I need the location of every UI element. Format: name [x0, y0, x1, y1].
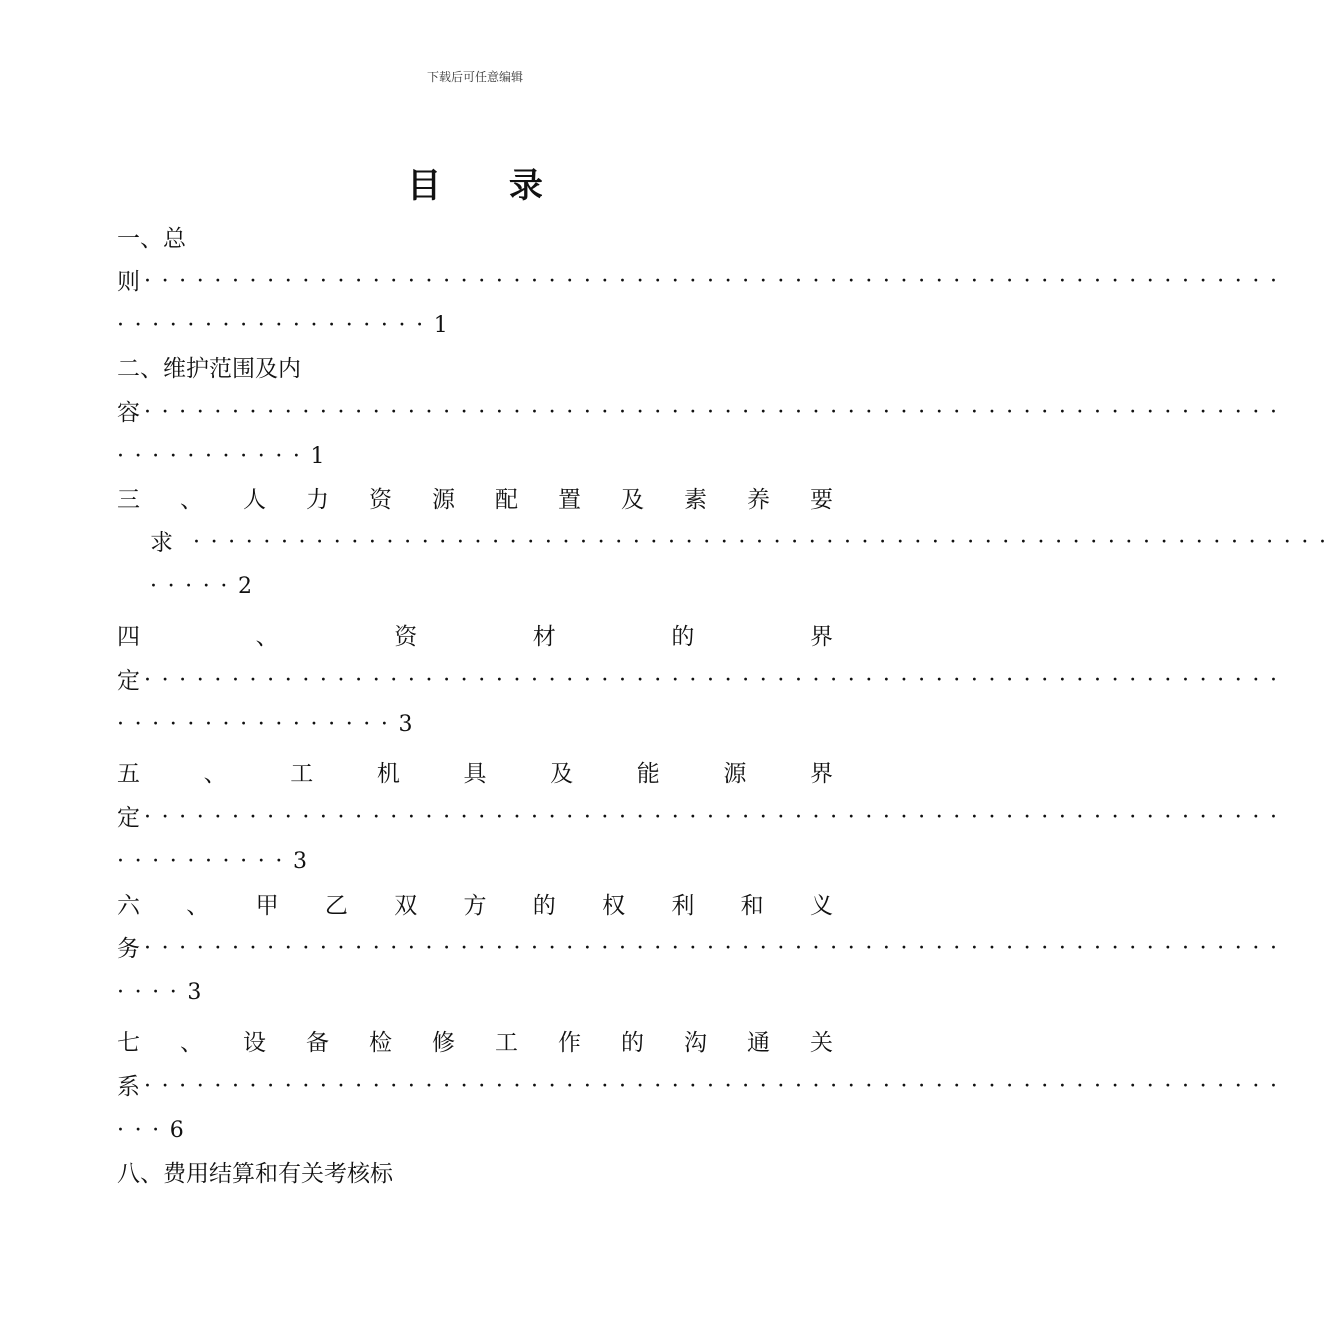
toc-dots: ·································································: [144, 668, 1288, 693]
toc-leader-line-2: [117, 396, 1288, 430]
heading-char: 权: [602, 893, 626, 919]
toc-leader-line-5: [117, 801, 1288, 835]
toc-page-number: 2: [237, 574, 252, 599]
heading-char: 的: [621, 1030, 644, 1056]
toc-page-number: 1: [310, 444, 325, 469]
heading-char: 工: [290, 761, 314, 787]
toc-tail-3: [150, 570, 833, 604]
toc-lead-char: 系: [117, 1074, 140, 1100]
heading-char: 的: [532, 893, 556, 919]
heading-char: 关: [810, 1030, 833, 1056]
heading-char: 方: [463, 893, 487, 919]
toc-page-number: 3: [398, 712, 413, 737]
toc-tail-dots: ················: [117, 712, 399, 737]
heading-char: 三: [117, 487, 140, 513]
heading-char: 设: [243, 1030, 266, 1056]
toc-dots: ·································································: [144, 936, 1288, 961]
heading-char: 人: [243, 487, 266, 513]
toc-tail-dots: ····: [117, 980, 188, 1005]
heading-char: 五: [117, 761, 140, 787]
heading-char: 及: [550, 761, 574, 787]
toc-lead-char: 求: [150, 530, 173, 556]
heading-char: 配: [495, 487, 518, 513]
toc-dots: ·································································: [144, 1074, 1288, 1099]
heading-char: 沟: [684, 1030, 707, 1056]
toc-tail-5: [117, 845, 833, 879]
heading-char: 资: [369, 487, 392, 513]
heading-char: 甲: [255, 893, 279, 919]
toc-tail-7: [117, 1114, 833, 1148]
toc-page-number: 3: [187, 980, 202, 1005]
toc-heading-7: [117, 1026, 833, 1060]
heading-char: 作: [558, 1030, 581, 1056]
heading-char: 机: [376, 761, 400, 787]
toc-page-number: 1: [433, 313, 448, 338]
toc-lead-char: 定: [117, 805, 140, 831]
toc-tail-6: [117, 976, 833, 1010]
toc-heading-8: 八、费用结算和有关考核标: [117, 1161, 393, 1187]
heading-char: 源: [432, 487, 455, 513]
page-header: 下载后可任意编辑: [426, 70, 523, 84]
toc-leader-line-3: [150, 526, 1337, 560]
toc-lead-char: 则: [117, 269, 140, 295]
toc-dots: ·································································: [193, 530, 1337, 555]
heading-char: 和: [740, 893, 764, 919]
heading-char: 、: [186, 893, 210, 919]
toc-heading-1: 一、总: [117, 226, 186, 252]
heading-char: 置: [558, 487, 581, 513]
toc-tail-4: [117, 708, 833, 742]
heading-char: 工: [495, 1030, 518, 1056]
toc-leader-line-7: [117, 1070, 1288, 1104]
heading-char: 修: [432, 1030, 455, 1056]
toc-lead-char: 定: [117, 668, 140, 694]
page-title: 目 录: [407, 166, 571, 206]
heading-char: 检: [369, 1030, 392, 1056]
heading-char: 备: [306, 1030, 329, 1056]
heading-char: 七: [117, 1030, 140, 1056]
heading-char: 六: [117, 893, 140, 919]
toc-tail-dots: ···········: [117, 444, 311, 469]
toc-heading-3: [117, 483, 833, 517]
toc-heading-5: [117, 757, 833, 791]
heading-char: 能: [636, 761, 660, 787]
toc-dots: ·································································: [144, 269, 1288, 294]
heading-char: 、: [255, 624, 279, 650]
toc-page-number: 3: [292, 849, 307, 874]
toc-tail-dots: ·····: [150, 574, 238, 599]
toc-heading-4: [117, 620, 833, 654]
heading-char: 材: [532, 624, 556, 650]
heading-char: 具: [463, 761, 487, 787]
heading-char: 界: [809, 624, 833, 650]
toc-lead-char: 容: [117, 400, 140, 426]
toc-leader-line-6: [117, 932, 1288, 966]
heading-char: 源: [723, 761, 747, 787]
toc-leader-line-1: [117, 265, 1288, 299]
heading-char: 双: [394, 893, 418, 919]
heading-char: 四: [117, 624, 140, 650]
toc-heading-6: [117, 889, 833, 923]
heading-char: 素: [684, 487, 707, 513]
toc-tail-2: [117, 440, 833, 474]
toc-tail-dots: ···: [117, 1118, 170, 1143]
heading-char: 、: [203, 761, 227, 787]
heading-char: 界: [810, 761, 833, 787]
heading-char: 利: [671, 893, 695, 919]
toc-heading-2: 二、维护范围及内: [117, 356, 301, 382]
heading-char: 义: [809, 893, 833, 919]
heading-char: 及: [621, 487, 644, 513]
toc-tail-dots: ··················: [117, 313, 434, 338]
heading-char: 要: [810, 487, 833, 513]
heading-char: 力: [306, 487, 329, 513]
toc-lead-char: 务: [117, 936, 140, 962]
heading-char: 的: [671, 624, 695, 650]
heading-char: 乙: [324, 893, 348, 919]
toc-page-number: 6: [169, 1118, 184, 1143]
heading-char: 资: [394, 624, 418, 650]
toc-tail-dots: ··········: [117, 849, 293, 874]
toc-dots: ·································································: [144, 805, 1288, 830]
heading-char: 、: [180, 1030, 203, 1056]
toc-dots: ·································································: [144, 400, 1288, 425]
heading-char: 通: [747, 1030, 770, 1056]
heading-char: 、: [180, 487, 203, 513]
heading-char: 养: [747, 487, 770, 513]
toc-leader-line-4: [117, 664, 1288, 698]
toc-tail-1: [117, 309, 833, 343]
